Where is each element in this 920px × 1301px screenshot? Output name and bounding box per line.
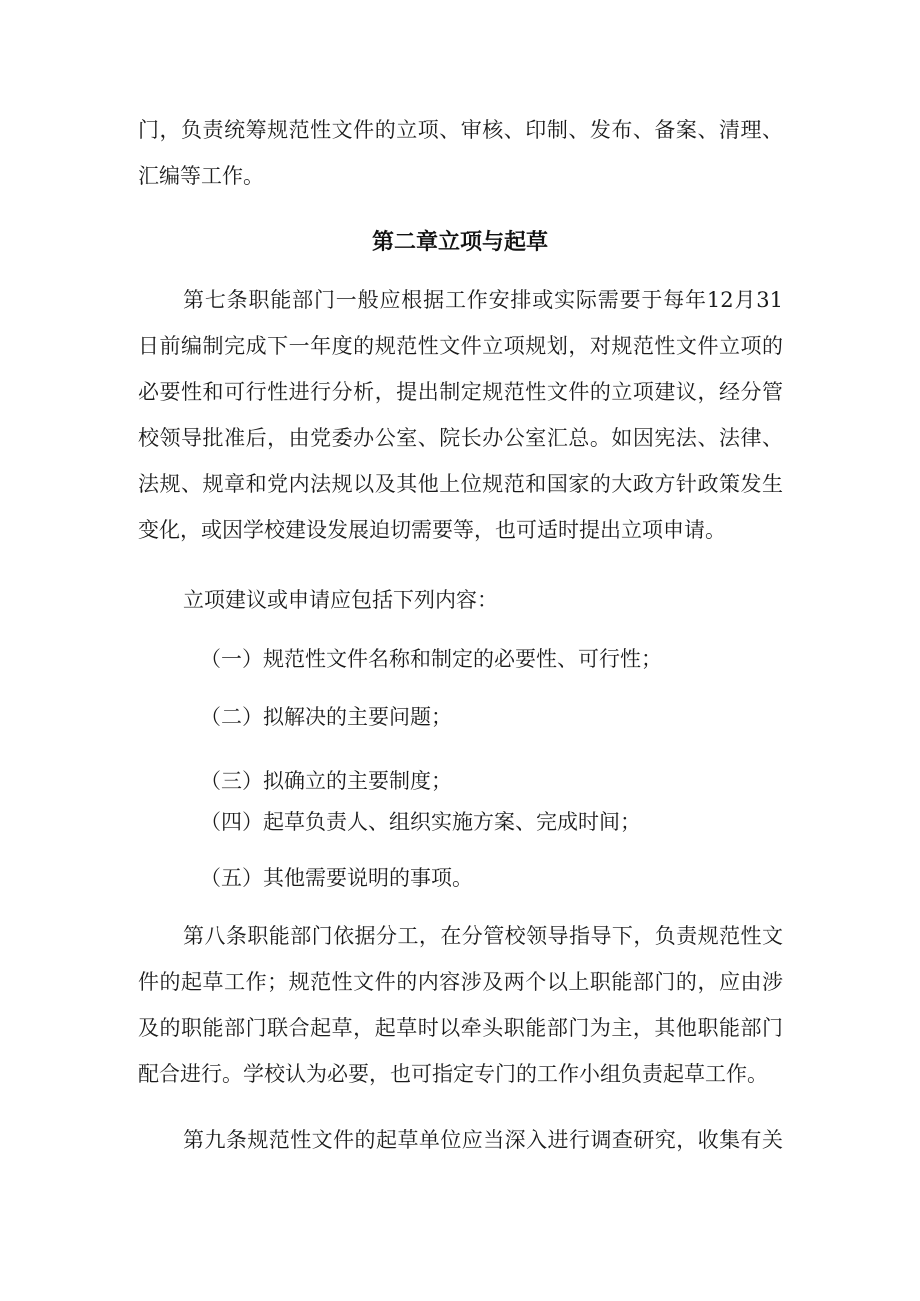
- article7-line-5: 法规、规章和党内法规以及其他上位规范和国家的大政方针政策发生: [138, 472, 783, 496]
- article7-line-4: 校领导批准后，由党委办公室、院长办公室汇总。如因宪法、法律、: [138, 426, 783, 450]
- intro-line-2: 汇编等工作。: [138, 164, 264, 188]
- list-item-1: （一）规范性文件名称和制定的必要性、可行性；: [200, 647, 662, 671]
- article7-line-3: 必要性和可行性进行分析，提出制定规范性文件的立项建议，经分管: [138, 380, 783, 404]
- article7-line-1: 第七条职能部门一般应根据工作安排或实际需要于每年12月31: [183, 288, 783, 312]
- chapter-title: 第二章立项与起草: [371, 230, 548, 255]
- article8-line-4: 配合进行。学校认为必要，也可指定专门的工作小组负责起草工作。: [138, 1062, 768, 1086]
- article8-line-1: 第八条职能部门依据分工，在分管校领导指导下，负责规范性文: [183, 924, 783, 948]
- article8-line-2: 件的起草工作；规范性文件的内容涉及两个以上职能部门的，应由涉: [138, 970, 783, 994]
- list-item-5: （五）其他需要说明的事项。: [200, 866, 473, 890]
- article7-line-2: 日前编制完成下一年度的规范性文件立项规划，对规范性文件立项的: [138, 334, 783, 358]
- list-intro: 立项建议或申请应包括下列内容：: [183, 588, 498, 612]
- list-item-4: （四）起草负责人、组织实施方案、完成时间；: [200, 810, 641, 834]
- article8-line-3: 及的职能部门联合起草，起草时以牵头职能部门为主，其他职能部门: [138, 1016, 783, 1040]
- list-item-2: （二）拟解决的主要问题；: [200, 705, 452, 729]
- article9-line-1: 第九条规范性文件的起草单位应当深入进行调查研究，收集有关: [183, 1128, 783, 1152]
- list-item-3: （三）拟确立的主要制度；: [200, 769, 452, 793]
- intro-line-1: 门，负责统筹规范性文件的立项、审核、印制、发布、备案、清理、: [138, 118, 783, 142]
- article7-line-6: 变化，或因学校建设发展迫切需要等，也可适时提出立项申请。: [138, 518, 726, 542]
